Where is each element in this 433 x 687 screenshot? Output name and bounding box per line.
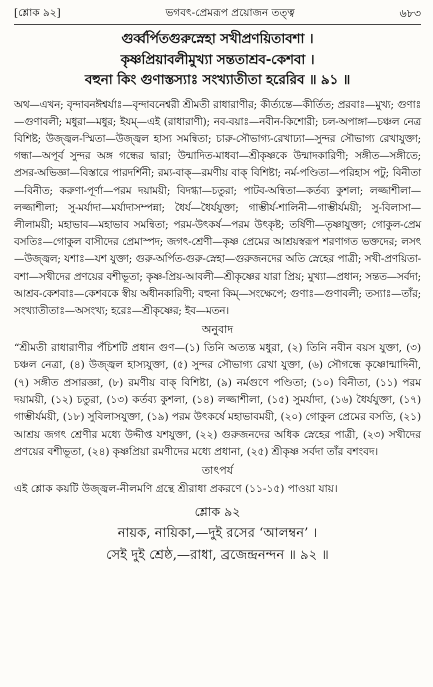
verse-line: বহুনা কিং গুণাস্তস্যাঃ সংখ্যাতীতা হরেরিব ॥ ৯১ ॥ [84, 72, 351, 88]
translation-heading: অনুবাদ [201, 323, 234, 337]
verse-line: সেই দুই শ্রেষ্ঠ,—রাধা, ব্রজেন্দ্রনন্দন ॥ ৯২ ॥ [106, 548, 329, 564]
running-title: ভগবৎ-প্রেমরূপ প্রয়োজন তত্ত্ব [165, 6, 295, 19]
page-header [14, 6, 421, 22]
purport-heading: তাৎপর্য [201, 464, 234, 478]
header-rule [14, 24, 421, 25]
verse-line: নায়ক, নায়িকা,—দুই রসের ‘আলম্বন’ । [117, 526, 318, 542]
verse-line: গুর্ব্বর্পিতগুরুস্নেহা সখীপ্রণয়িতাবশা । [121, 31, 314, 47]
translation-text: “শ্রীমতী রাধারাণীর পঁচিশটি প্রধান গুণ—(১) তিনি অত্যন্ত মধুরা, (২) তিনি নবীন বয়স যুক্তা, (৩) চঞ্চল নেত্রা, (৪) উজ্জ্বল হাস্যযুক্তা, (৫) সুন্দর সৌভাগ্য রেখা যুক্তা, (৬) সৌগন্ধে কৃষ্ণোন্মাদিনী, (৭) সঙ্গীত প্রসারজ্ঞা, (৮) রমণীয় বাক্ বিশিষ্টা, (৯) নর্মগুণে পণ্ডিতা; (১০) বিনীতা, (১১) পরম দয়াময়ী, (১২) চতুরা, (১৩) কর্তব্য কুশলা, (১৪) লজ্জাশীলা, (১৫) সুমর্যাদা, (১৬) ধৈর্যযুক্তা, (১৭) গাম্ভীর্যময়ী, (১৮) সুবিলাসযুক্তা, (১৯) পরম উৎকর্ষে মহাভাবময়ী, (২০) গোকুল প্রেমের বসতি, (২১) আশ্রয় জগৎ শ্রেণীর মধ্যে উদ্দীপ্ত যশযুক্তা, (২২) গুরুজনদের অধিক স্নেহের পাত্রী, (২৩) সখীদের প্রণয়ের বশীভূতা, (২৪) কৃষ্ণপ্রিয়া রমণীদের মধ্যে প্রধানা, (২৫) শ্রীকৃষ্ণ সর্বদা তাঁর বশংবদ। [14, 342, 421, 458]
purport-text: এই শ্লোক কয়টি উজ্জ্বল-নীলমণি গ্রন্থে শ্রীরাধা প্রকরণে (১১-১৫) পাওয়া যায়। [14, 483, 338, 496]
next-verse-title: শ্লোক ৯২ [194, 504, 241, 520]
verse-reference: [শ্লোক ৯২] [14, 6, 61, 19]
sanskrit-verse [14, 29, 421, 91]
page-number: ৬৮৩ [399, 6, 421, 20]
word-meanings: অথ—এখন; বৃন্দাবনঈশ্বর্যাঃ—বৃন্দাবনেশ্বরী শ্রীমতী রাধারাণীর; কীর্ত্যন্তে—কীর্তিত; প্ররবাঃ—মুখ্য; গুণাঃ—গুণাবলী; মধুরা—মধুর; ইযম্—এই (রাধারাণী); নব-বয়াঃ—নবীন-কিশোরী; চল-অপাঙ্গা—চঞ্চল নেত্র বিশিষ্ট; উজ্জ্বল-স্মিতা—উজ্জ্বল হাস্য সমন্বিতা; চারু-সৌভাগ্য-রেখাঢ্যা—সুন্দর সৌভাগ্য রেখাযুক্তা; গন্ধা—অপূর্ব সুন্দর অঙ্গ গন্ধের দ্বারা; উন্মাদিত-মাধবা—শ্রীকৃষ্ণকে উন্মাদকারিণী; সঙ্গীত—সঙ্গীতে; প্রসর-অভিজ্ঞা—বিস্তারে পারদর্শিনী; রম্য-বাক্—রমণীয় বাক্ বিশিষ্টা; নর্ম-পণ্ডিতা—পরিহাস পটু; বিনীতা—বিনীত; করুণা-পূর্ণা—পরম দয়াময়ী; বিদগ্ধা—চতুরা; পাটব-অন্বিতা—কর্তব্য কুশলা; লজ্জাশীলা—লজ্জাশীলা; সু-মর্যাদা—মর্যাদাসম্পন্না; ধৈর্য—ধৈর্যযুক্তা; গাম্ভীর্য-শালিনী—গাম্ভীর্যময়ী; সু-বিলাসা—লীলাময়ী; মহাভাব—মহাভাব সমন্বিতা; পরম-উৎকর্ষ—পরম উৎকৃষ্ট; তর্ষিণী—তৃষ্ণাযুক্তা; গোকুল-প্রেম বসতিঃ—গোকুল বাসীদের প্রেমাস্পদ; জগৎ-শ্রেণী—কৃষ্ণ প্রেমের আশ্রয়স্বরূপ শরণাগত ভক্তদের; লসৎ—উজ্জ্বল; যশাঃ—যশ যুক্তা; গুরু-অর্পিত-গুরু-স্নেহা—গুরুজনদের অতি স্নেহের পাত্রী; সখী-প্রণয়িতা-বশা—সখীদের প্রণয়ের বশীভূতা; কৃষ্ণ-প্রিয়-আবলী—শ্রীকৃষ্ণের যারা প্রিয়; মুখ্যা—প্রধান; সন্তত—সর্বদা; আশ্রব-কেশবাঃ—কেশবকে স্বীয় অধীনকারিণী; বহুনা কিম্—সংক্ষেপে; গুণাঃ—গুণাবলী; তস্যাঃ—তাঁর; সংখ্যাতীতাঃ—অসংখ্য; হরেঃ—শ্রীকৃষ্ণের; ইব—মতন। [14, 98, 421, 317]
verse-line: কৃষ্ণপ্রিয়াবলীমুখ্যা সন্ততাশ্রব-কেশবা । [120, 51, 315, 68]
next-verse [14, 523, 421, 567]
